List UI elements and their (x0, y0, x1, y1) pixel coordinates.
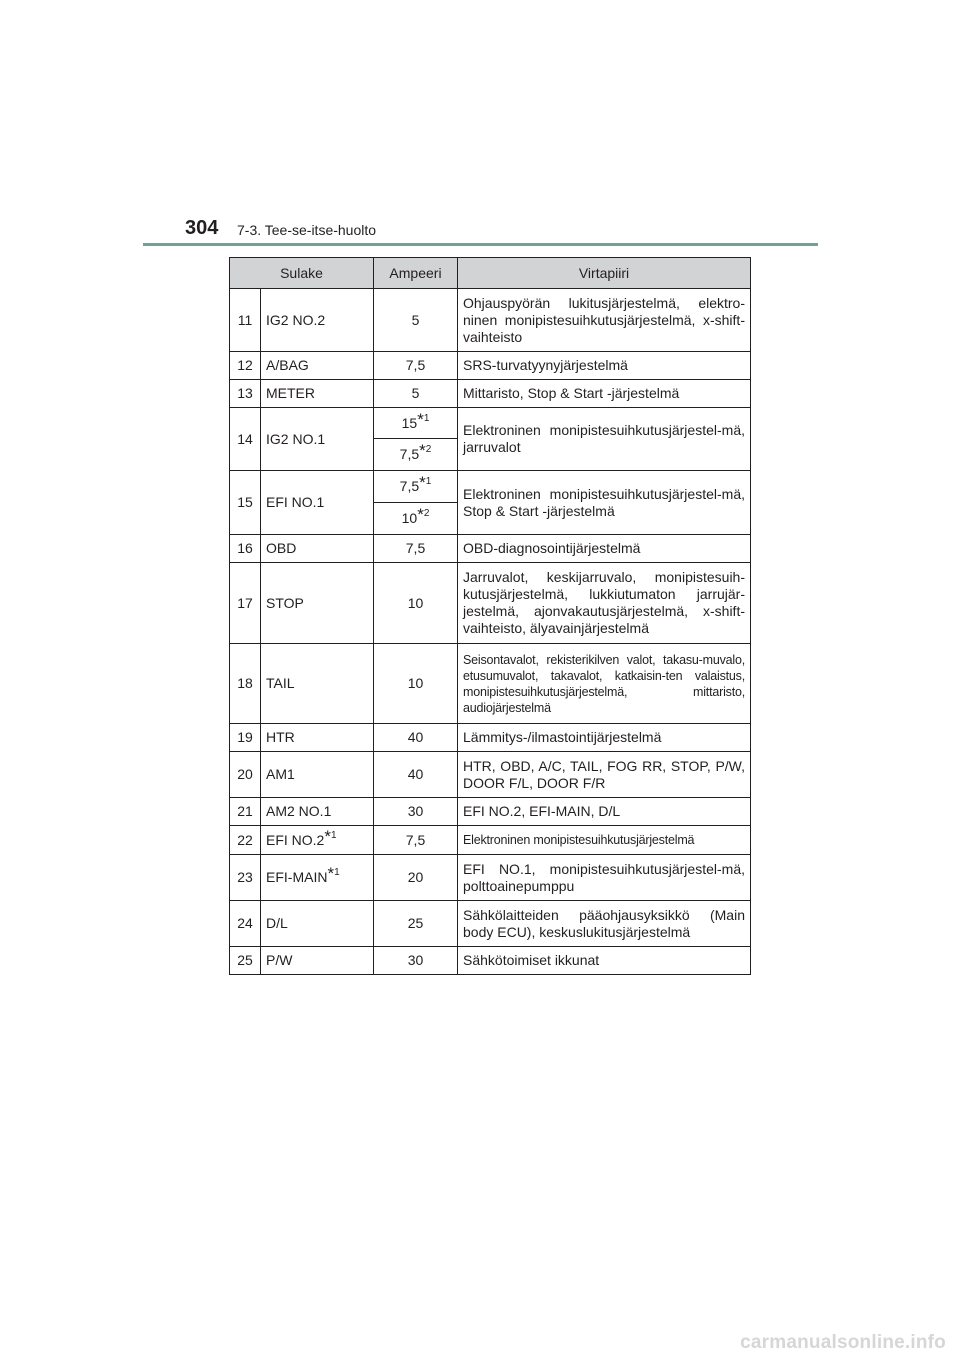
table-row (230, 798, 751, 826)
footnote-star-icon: * (419, 473, 426, 492)
fuse-circuit: Jarruvalot, keskijarruvalo, monipistesuih-kutusjärjestelmä, lukkiutumaton jarrujär-jestelmä, ajonvakautusjärjestelmä, x-shift-vaihteisto, älyavainjärjestelmä (458, 563, 751, 644)
table-row (230, 752, 751, 798)
footnote-number: 2 (423, 508, 430, 519)
table-row (230, 352, 751, 380)
fuse-circuit: EFI NO.2, EFI-MAIN, D/L (458, 798, 751, 826)
table-row (230, 563, 751, 644)
table-row (230, 855, 751, 901)
fuse-circuit: Elektroninen monipistesuihkutusjärjestelmä (458, 826, 751, 855)
fuse-number: 24 (230, 901, 261, 947)
column-header-fuse: Sulake (230, 258, 374, 289)
footnote-star-icon: * (327, 864, 335, 883)
table-row (230, 644, 751, 724)
fuse-name: A/BAG (261, 352, 374, 380)
fuse-name (261, 855, 374, 901)
fuse-name: STOP (261, 563, 374, 644)
fuse-name: METER (261, 380, 374, 408)
table-row (230, 471, 751, 503)
fuse-number: 17 (230, 563, 261, 644)
fuse-number: 11 (230, 289, 261, 352)
table-row (230, 535, 751, 563)
fuse-number: 18 (230, 644, 261, 724)
fuse-circuit: Mittaristo, Stop & Start -järjestelmä (458, 380, 751, 408)
fuse-circuit: Elektroninen monipistesuihkutusjärjestel-mä, jarruvalot (458, 408, 751, 471)
fuse-ampere (374, 408, 458, 439)
fuse-ampere (374, 503, 458, 535)
fuse-circuit: Sähkötoimiset ikkunat (458, 947, 751, 975)
fuse-number: 22 (230, 826, 261, 855)
fuse-name-text: EFI-MAIN (266, 869, 328, 885)
column-header-ampere: Ampeeri (374, 258, 458, 289)
fuse-name (261, 826, 374, 855)
fuse-ampere: 10 (374, 563, 458, 644)
footnote-number: 1 (423, 412, 430, 424)
fuse-number: 23 (230, 855, 261, 901)
fuse-number: 15 (230, 471, 261, 535)
fuse-ampere: 40 (374, 752, 458, 798)
ampere-value: 7,5 (399, 478, 420, 494)
fuse-number: 12 (230, 352, 261, 380)
footnote-star-icon: * (417, 505, 424, 524)
fuse-circuit: OBD-diagnosointijärjestelmä (458, 535, 751, 563)
fuse-circuit: Lämmitys-/ilmastointijärjestelmä (458, 724, 751, 752)
fuse-ampere: 7,5 (374, 535, 458, 563)
watermark: carmanualsonline.info (740, 1332, 946, 1353)
footnote-star-icon: * (417, 409, 424, 429)
fuse-number: 14 (230, 408, 261, 471)
fuse-ampere: 5 (374, 289, 458, 352)
fuse-name-text: EFI NO.2 (266, 831, 325, 848)
fuse-ampere (374, 439, 458, 471)
table-row (230, 901, 751, 947)
ampere-value: 10 (401, 510, 418, 526)
fuse-name: EFI NO.1 (261, 471, 374, 535)
ampere-value: 15 (401, 414, 418, 431)
fuse-ampere: 20 (374, 855, 458, 901)
fuse-table (229, 257, 751, 975)
fuse-name: IG2 NO.1 (261, 408, 374, 471)
fuse-circuit: Seisontavalot, rekisterikilven valot, takasu-muvalo, etusumuvalot, takavalot, katkaisin-ten valaistus, monipistesuihkutusjärjestelmä, mittaristo, audiojärjestelmä (458, 644, 751, 724)
fuse-ampere: 7,5 (374, 826, 458, 855)
fuse-ampere: 40 (374, 724, 458, 752)
fuse-number: 20 (230, 752, 261, 798)
fuse-name: TAIL (261, 644, 374, 724)
fuse-number: 19 (230, 724, 261, 752)
fuse-circuit: Elektroninen monipistesuihkutusjärjestel-mä, Stop & Start -järjestelmä (458, 471, 751, 535)
section-title: 7-3. Tee-se-itse-huolto (237, 222, 377, 238)
fuse-ampere: 30 (374, 798, 458, 826)
fuse-name: AM2 NO.1 (261, 798, 374, 826)
column-header-circuit: Virtapiiri (458, 258, 751, 289)
fuse-name: P/W (261, 947, 374, 975)
fuse-circuit: EFI NO.1, monipistesuihkutusjärjestel-mä, polttoainepumppu (458, 855, 751, 901)
fuse-ampere: 10 (374, 644, 458, 724)
table-row (230, 289, 751, 352)
fuse-name: OBD (261, 535, 374, 563)
fuse-circuit: Sähkölaitteiden pääohjausyksikkö (Main body ECU), keskuslukitusjärjestelmä (458, 901, 751, 947)
header-rule (143, 243, 818, 246)
fuse-number: 16 (230, 535, 261, 563)
fuse-name: AM1 (261, 752, 374, 798)
fuse-ampere: 7,5 (374, 352, 458, 380)
table-row (230, 826, 751, 855)
footnote-number: 1 (425, 476, 432, 487)
fuse-circuit: Ohjauspyörän lukitusjärjestelmä, elektro-ninen monipistesuihkutusjärjestelmä, x-shift-vaihteisto (458, 289, 751, 352)
footnote-number: 2 (425, 444, 432, 455)
fuse-circuit: HTR, OBD, A/C, TAIL, FOG RR, STOP, P/W, DOOR F/L, DOOR F/R (458, 752, 751, 798)
footnote-star-icon: * (324, 826, 331, 846)
page-number: 304 (185, 217, 219, 239)
footnote-number: 1 (330, 829, 337, 841)
fuse-number: 21 (230, 798, 261, 826)
fuse-ampere: 25 (374, 901, 458, 947)
table-row (230, 380, 751, 408)
fuse-name: D/L (261, 901, 374, 947)
ampere-value: 7,5 (399, 446, 420, 462)
fuse-ampere: 30 (374, 947, 458, 975)
table-row (230, 408, 751, 439)
table-row (230, 947, 751, 975)
table-header-row (230, 258, 751, 289)
fuse-name: HTR (261, 724, 374, 752)
fuse-ampere (374, 471, 458, 503)
fuse-name: IG2 NO.2 (261, 289, 374, 352)
fuse-circuit: SRS-turvatyynyjärjestelmä (458, 352, 751, 380)
fuse-number: 13 (230, 380, 261, 408)
footnote-number: 1 (334, 867, 340, 878)
fuse-ampere: 5 (374, 380, 458, 408)
footnote-star-icon: * (419, 441, 426, 460)
table-row (230, 724, 751, 752)
fuse-number: 25 (230, 947, 261, 975)
